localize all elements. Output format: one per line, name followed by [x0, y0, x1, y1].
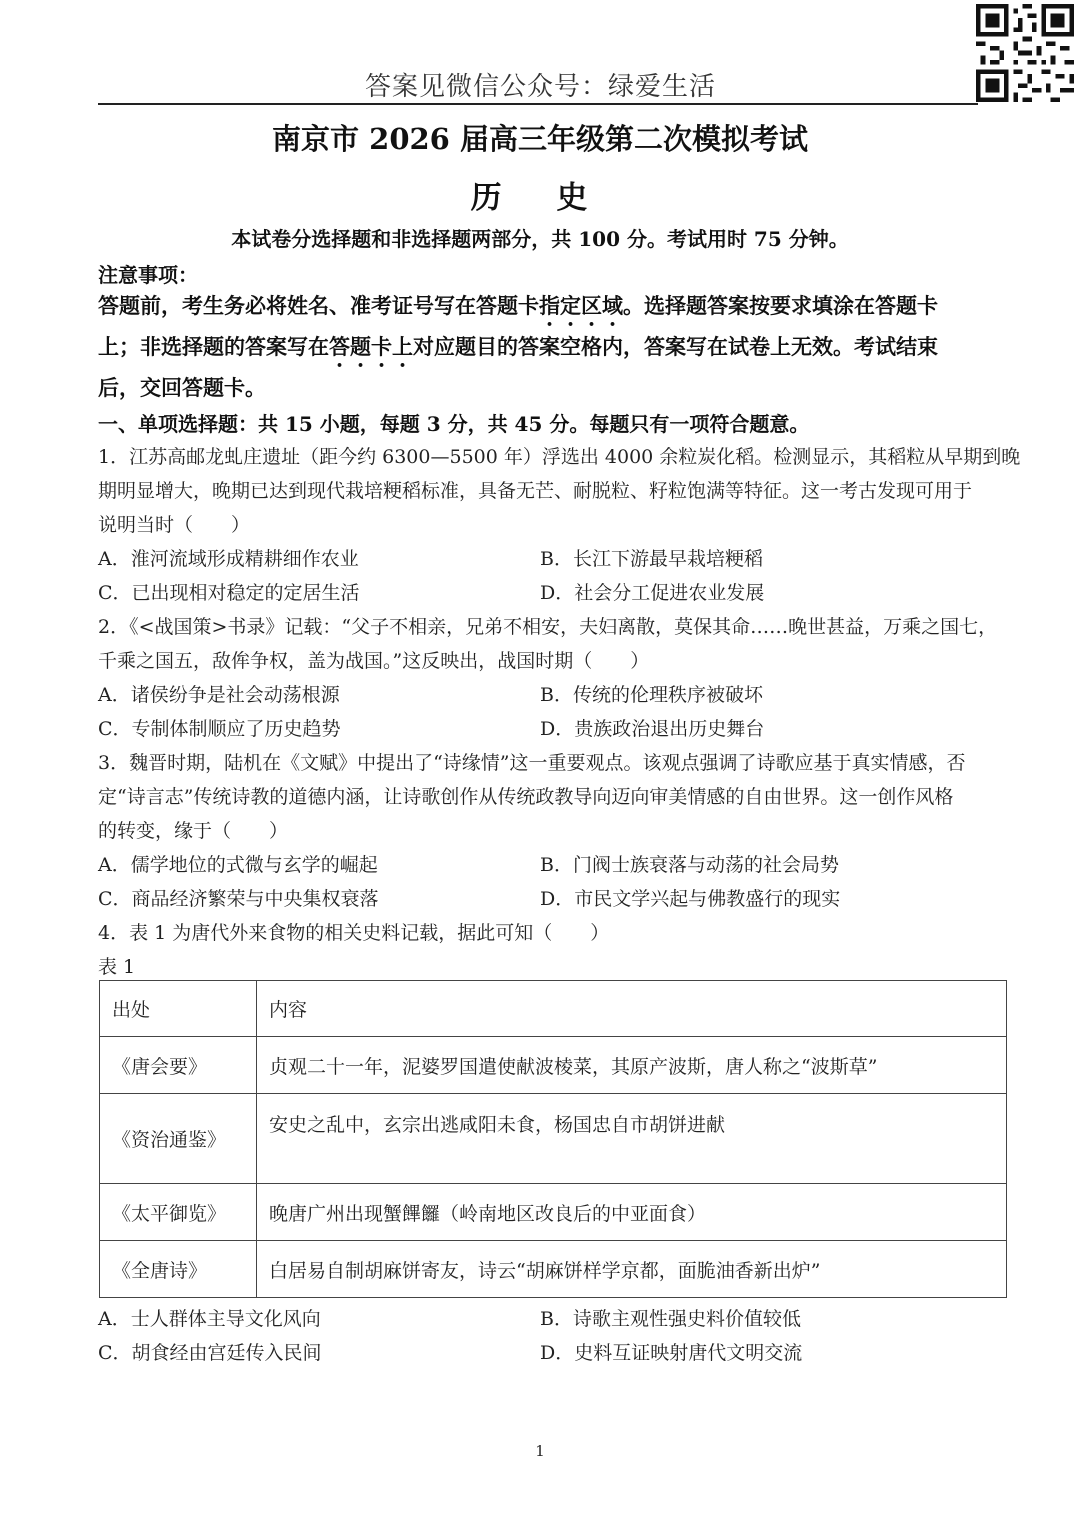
notice-heading: 注意事项：	[98, 263, 198, 287]
q3-option-c: C．商品经济繁荣与中央集权衰落	[98, 888, 379, 910]
table-cell-content: 晚唐广州出现蟹饆饠（岭南地区改良后的中亚面食）	[257, 1184, 1007, 1241]
table-cell-source: 《太平御览》	[100, 1184, 257, 1241]
question-1-line-3: 说明当时（ ）	[98, 514, 251, 536]
qr-code-icon	[976, 4, 1074, 102]
q2-option-b: B．传统的伦理秩序被破坏	[540, 684, 763, 706]
question-4-stem: 4．表 1 为唐代外来食物的相关史料记载，据此可知（ ）	[98, 922, 610, 944]
q3-option-a: A．儒学地位的式微与玄学的崛起	[98, 854, 378, 876]
table-cell-source: 《资治通鉴》	[100, 1094, 257, 1184]
notice-line-3: 后，交回答题卡。	[98, 375, 266, 400]
q1-option-b: B．长江下游最早栽培粳稻	[540, 548, 763, 570]
table-row	[100, 1241, 1007, 1298]
q2-option-a: A．诸侯纷争是社会动荡根源	[98, 684, 340, 706]
question-3-line-1: 3．魏晋时期，陆机在《文赋》中提出了“诗缘情”这一重要观点。该观点强调了诗歌应基于真实情感，否	[98, 752, 966, 774]
table-cell-content: 贞观二十一年，泥婆罗国遣使献波棱菜，其原产波斯，唐人称之“波斯草”	[257, 1037, 1007, 1094]
table-header-cell: 出处	[100, 981, 257, 1037]
section-heading: 一、单项选择题：共 15 小题，每题 3 分，共 45 分。每题只有一项符合题意。	[98, 412, 810, 436]
q1-option-c: C．已出现相对稳定的定居生活	[98, 582, 360, 604]
notice-line-2: 上；非选择题的答案写在答题卡上对应题目的答案空格内，答案写在试卷上无效。考试结束	[98, 334, 938, 359]
question-2-line-2: 千乘之国五，敌侔争权，盖为战国。”这反映出，战国时期（ ）	[98, 650, 650, 672]
table-cell-content: 白居易自制胡麻饼寄友，诗云“胡麻饼样学京都，面脆油香新出炉”	[257, 1241, 1007, 1298]
q3-option-b: B．门阀士族衰落与动荡的社会局势	[540, 854, 839, 876]
table-cell-source: 《唐会要》	[100, 1037, 257, 1094]
q2-option-d: D．贵族政治退出历史舞台	[540, 718, 765, 740]
q1-option-a: A．淮河流域形成精耕细作农业	[98, 548, 359, 570]
q3-option-d: D．市民文学兴起与佛教盛行的现实	[540, 888, 841, 910]
question-1-line-2: 期明显增大，晚期已达到现代栽培粳稻标准，具备无芒、耐脱粒、籽粒饱满等特征。这一考古发现可用于	[98, 480, 973, 502]
question-3-line-2: 定“诗言志”传统诗教的道德内涵，让诗歌创作从传统政教导向迈向审美情感的自由世界。这一创作风格	[98, 786, 954, 808]
table-row	[100, 1094, 1007, 1184]
notice-line-1: 答题前，考生务必将姓名、准考证号写在答题卡指定区域。选择题答案按要求填涂在答题卡	[98, 293, 938, 318]
header-banner: 答案见微信公众号：绿爱生活	[365, 72, 717, 102]
question-2-line-1: 2．《<战国策>书录》记载：“父子不相亲，兄弟不相安，夫妇离散，莫保其命……晚世甚益，万乘之国七，	[98, 616, 998, 638]
q4-option-c: C．胡食经由宫廷传入民间	[98, 1342, 322, 1364]
subject-title: 历 史	[470, 180, 610, 216]
q2-option-c: C．专制体制顺应了历史趋势	[98, 718, 341, 740]
table-caption: 表 1	[98, 956, 136, 978]
page-number: 1	[535, 1442, 545, 1460]
table-cell-content: 安史之乱中，玄宗出逃咸阳未食，杨国忠自市胡饼进献	[257, 1094, 1007, 1184]
table-header-cell: 内容	[257, 981, 1007, 1037]
table-cell-source: 《全唐诗》	[100, 1241, 257, 1298]
exam-intro: 本试卷分选择题和非选择题两部分，共 100 分。考试用时 75 分钟。	[231, 227, 849, 251]
exam-title: 南京市 2026 届高三年级第二次模拟考试	[272, 122, 808, 156]
q1-option-d: D．社会分工促进农业发展	[540, 582, 765, 604]
table-header-row	[100, 981, 1007, 1037]
header-divider	[98, 103, 978, 105]
q4-option-b: B．诗歌主观性强史料价值较低	[540, 1308, 801, 1330]
q4-option-d: D．史料互证映射唐代文明交流	[540, 1342, 803, 1364]
table-row	[100, 1037, 1007, 1094]
question-1-line-1: 1．江苏高邮龙虬庄遗址（距今约 6300—5500 年）浮选出 4000 余粒炭化稻。检测显示，其稻粒从早期到晚	[98, 446, 1021, 468]
q4-option-a: A．士人群体主导文化风向	[98, 1308, 321, 1330]
table-row	[100, 1184, 1007, 1241]
question-3-line-3: 的转变，缘于（ ）	[98, 820, 289, 842]
source-table	[99, 980, 1007, 1298]
